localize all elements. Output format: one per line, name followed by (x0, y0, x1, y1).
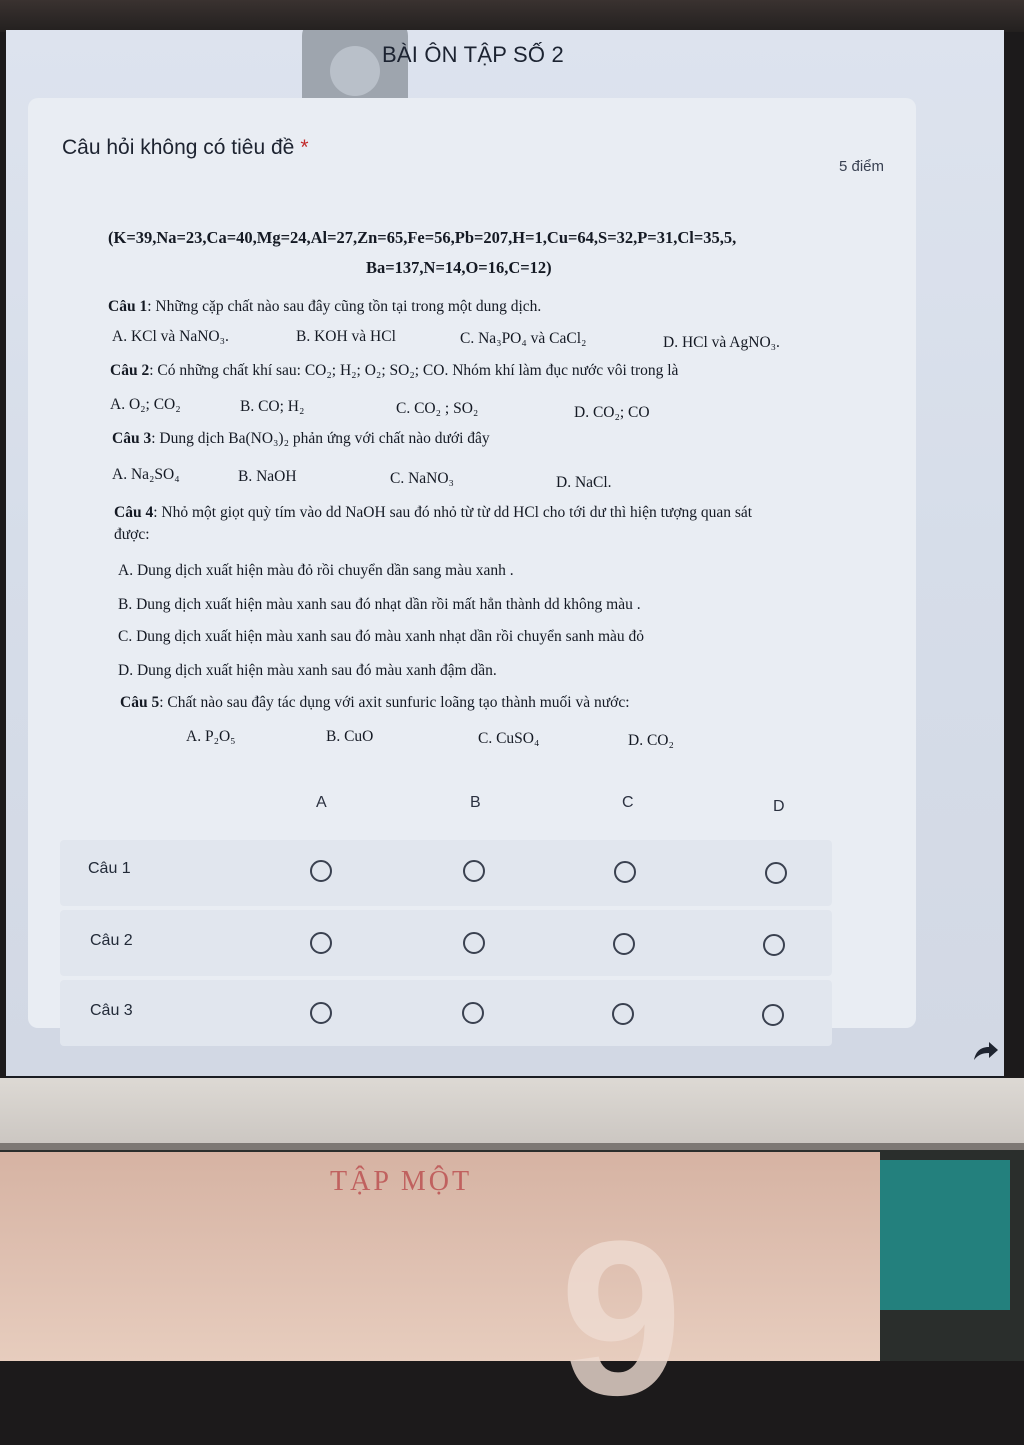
book-title: TẬP MỘT (330, 1166, 473, 1197)
radio-q2-c[interactable] (613, 933, 635, 955)
radio-q1-a[interactable] (310, 860, 332, 882)
grid-column-a: A (316, 794, 327, 811)
book-number: 9 (560, 1195, 683, 1441)
q4-option-d: D. Dung dịch xuất hiện màu xanh sau đó màu xanh đậm dần. (118, 662, 497, 679)
q5-option-a: A. P₂O₅ (186, 728, 236, 745)
q3-option-c: C. NaNO₃ (390, 470, 454, 487)
q3-option-d: D. NaCl. (556, 474, 612, 491)
question-3-stem (112, 430, 490, 448)
q1-option-c: C. Na₃PO₄ và CaCl₂ (460, 330, 587, 347)
q3-option-b: B. NaOH (238, 468, 297, 485)
radio-q3-a[interactable] (310, 1002, 332, 1024)
tablet-screen (6, 30, 1004, 1078)
question-4-stem (114, 504, 752, 522)
q4-option-b: B. Dung dịch xuất hiện màu xanh sau đó nhạt dần rồi mất hẳn thành dd không màu . (118, 596, 641, 613)
required-mark: * (300, 136, 309, 159)
grid-row-label: Câu 3 (90, 1002, 133, 1019)
radio-q2-b[interactable] (463, 932, 485, 954)
question-3-label: Câu 3 (112, 430, 152, 447)
camera-glare (330, 46, 380, 96)
question-2-label: Câu 2 (110, 362, 150, 379)
question-4-text-cont: được: (114, 526, 150, 543)
question-2-text: : Có những chất khí sau: CO₂; H₂; O₂; SO₂; CO. Nhóm khí làm đục nước vôi trong là (149, 362, 679, 379)
question-title (62, 136, 309, 160)
grid-row (60, 910, 832, 976)
atomic-masses-line1: (K=39,Na=23,Ca=40,Mg=24,Al=27,Zn=65,Fe=56,Pb=207,H=1,Cu=64,S=32,P=31,Cl=35,5, (108, 228, 737, 247)
q5-option-b: B. CuO (326, 728, 374, 745)
share-arrow-icon[interactable] (970, 1036, 1000, 1066)
grid-row-label: Câu 2 (90, 932, 133, 949)
radio-q2-a[interactable] (310, 932, 332, 954)
q5-option-c: C. CuSO₄ (478, 730, 540, 747)
grid-row (60, 840, 832, 906)
grid-column-d: D (773, 798, 785, 815)
grid-row-label: Câu 1 (88, 860, 131, 877)
question-5-stem (120, 694, 630, 712)
points-label: 5 điểm (838, 158, 884, 175)
question-2-stem (110, 362, 678, 380)
atomic-masses-line2: Ba=137,N=14,O=16,C=12) (366, 258, 552, 277)
question-1-text: : Những cặp chất nào sau đây cũng tồn tại trong một dung dịch. (147, 298, 542, 315)
q4-option-a: A. Dung dịch xuất hiện màu đỏ rồi chuyển dần sang màu xanh . (118, 562, 514, 579)
question-title-text: Câu hỏi không có tiêu đề (62, 136, 295, 159)
tablet-bezel-top (0, 0, 1024, 32)
textbook-cover (0, 1152, 880, 1441)
question-5-label: Câu 5 (120, 694, 160, 711)
q2-option-b: B. CO; H₂ (240, 398, 305, 415)
q2-option-a: A. O₂; CO₂ (110, 396, 181, 413)
q4-option-c: C. Dung dịch xuất hiện màu xanh sau đó màu xanh nhạt dần rồi chuyển sanh màu đỏ (118, 628, 645, 645)
q3-option-a: A. Na₂SO₄ (112, 466, 180, 483)
question-4-label: Câu 4 (114, 504, 154, 521)
radio-q1-c[interactable] (614, 861, 636, 883)
grid-row (60, 980, 832, 1046)
grid-column-c: C (622, 794, 634, 811)
q2-option-d: D. CO₂; CO (574, 404, 650, 421)
radio-q2-d[interactable] (763, 934, 785, 956)
question-1-label: Câu 1 (108, 298, 148, 315)
q5-option-d: D. CO₂ (628, 732, 674, 749)
radio-q3-c[interactable] (612, 1003, 634, 1025)
grid-column-b: B (470, 794, 481, 811)
q1-option-d: D. HCl và AgNO₃. (663, 334, 780, 351)
radio-q1-d[interactable] (765, 862, 787, 884)
radio-q1-b[interactable] (463, 860, 485, 882)
q1-option-a: A. KCl và NaNO₃. (112, 328, 229, 345)
radio-q3-b[interactable] (462, 1002, 484, 1024)
question-4-text: : Nhỏ một giọt quỳ tím vào dd NaOH sau đó nhỏ từ từ dd HCl cho tới dư thì hiện tượng quan sát (153, 504, 753, 521)
form-title: BÀI ÔN TẬP SỐ 2 (382, 42, 564, 67)
question-3-text: : Dung dịch Ba(NO₃)₂ phản ứng với chất nào dưới đây (151, 430, 490, 447)
question-5-text: : Chất nào sau đây tác dụng với axit sunfuric loãng tạo thành muối và nước: (159, 694, 630, 711)
question-1-stem (108, 298, 541, 316)
radio-q3-d[interactable] (762, 1004, 784, 1026)
q2-option-c: C. CO₂ ; SO₂ (396, 400, 479, 417)
tablet-bezel-bottom (0, 1078, 1024, 1146)
q1-option-b: B. KOH và HCl (296, 328, 396, 345)
